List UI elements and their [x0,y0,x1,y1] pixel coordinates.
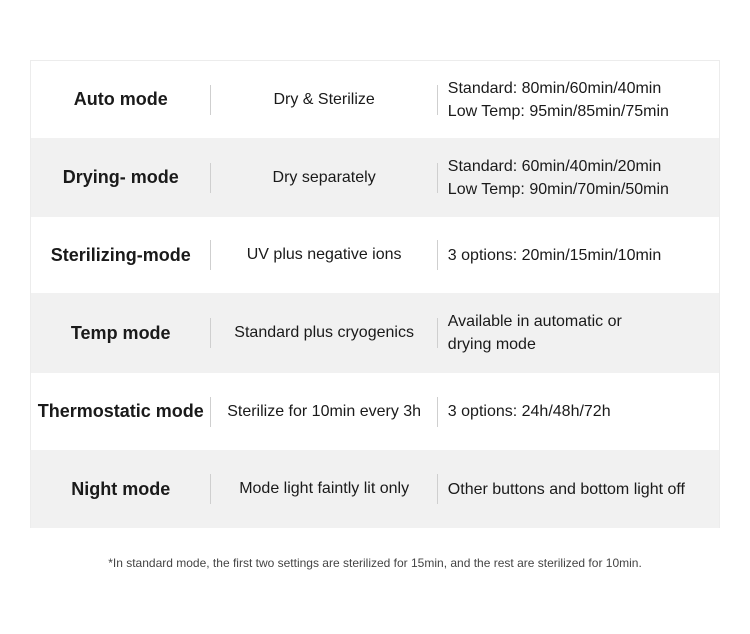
table-row-auto-mode [31,61,719,138]
table-row-night-mode [31,450,719,528]
detail-line: Available in automatic or [447,313,622,330]
mode-name: Night mode [71,478,171,499]
mode-function: Mode light faintly lit only [239,480,410,497]
detail-line: 3 options: 20min/15min/10min [447,246,662,264]
mode-name: Thermostatic mode [37,401,204,421]
mode-name: Auto mode [73,89,168,109]
mode-name: Sterilizing-mode [50,244,191,265]
table-row-temp-mode [31,293,719,373]
detail-line: Standard: 60min/40min/20min [447,157,662,175]
detail-line: Low Temp: 90min/70min/50min [447,180,669,198]
mode-name: Temp mode [70,322,171,343]
mode-details [438,77,719,123]
mode-function: Dry separately [272,168,376,186]
mode-function: Sterilize for 10min every 3h [227,402,422,420]
detail-line: 3 options: 24h/48h/72h [447,403,611,420]
detail-line: drying mode [447,336,536,353]
mode-details [438,155,719,201]
mode-details [438,244,719,267]
mode-details [438,310,719,356]
mode-function: UV plus negative ions [246,246,402,263]
mode-table [30,60,720,528]
mode-function: Standard plus cryogenics [234,324,414,341]
mode-details [438,478,719,501]
footnote: *In standard mode, the first two settings are sterilized for 15min, and the rest are sterilized for 10min. [108,556,642,570]
table-row-thermostatic-mode [31,373,719,450]
mode-details [438,400,719,423]
table-row-drying-mode [31,138,719,217]
detail-line: Other buttons and bottom light off [447,480,685,498]
detail-line: Low Temp: 95min/85min/75min [447,102,669,120]
mode-name: Drying- mode [62,167,179,187]
table-row-sterilizing-mode [31,217,719,293]
detail-line: Standard: 80min/60min/40min [447,79,662,97]
mode-function: Dry & Sterilize [273,90,375,108]
